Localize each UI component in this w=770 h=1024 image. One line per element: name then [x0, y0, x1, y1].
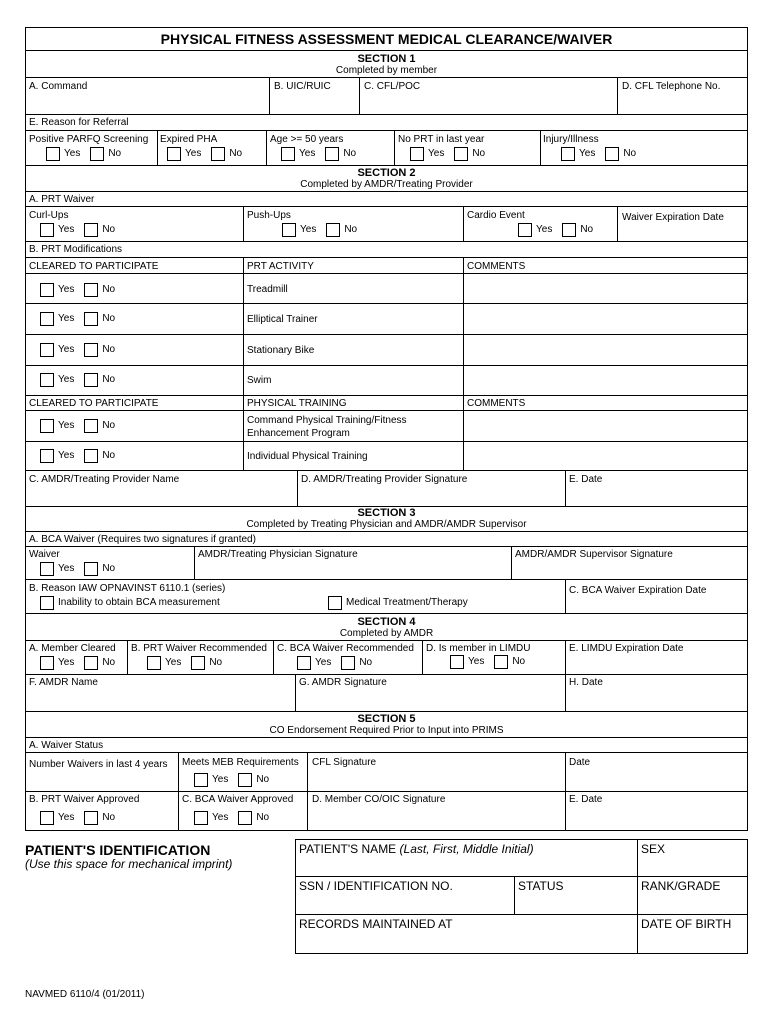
divider	[25, 77, 748, 78]
divider	[243, 206, 244, 241]
yes-label: Yes	[58, 224, 75, 235]
noprt-no-checkbox[interactable]	[454, 147, 468, 161]
no-label: No	[108, 148, 122, 159]
divider	[25, 546, 748, 547]
provider-date-label: E. Date	[569, 474, 603, 485]
pha-yes-checkbox[interactable]	[167, 147, 181, 161]
no-label: No	[102, 284, 116, 295]
command-field[interactable]	[26, 94, 269, 113]
section-3-heading: SECTION 3	[357, 507, 416, 519]
limdu-exp-label: E. LIMDU Expiration Date	[569, 643, 684, 654]
yes-label: Yes	[58, 313, 75, 324]
curlups-no-checkbox[interactable]	[84, 223, 98, 237]
bca-approved-yes-checkbox[interactable]	[194, 811, 208, 825]
rank-field[interactable]	[638, 894, 747, 913]
medical-treatment-checkbox[interactable]	[328, 596, 342, 610]
amdr-name-label: F. AMDR Name	[29, 677, 98, 688]
waiver-label: Waiver	[29, 549, 60, 560]
divider	[617, 77, 618, 114]
section-1-subtitle: Completed by member	[335, 65, 438, 76]
section-5-heading: SECTION 5	[357, 713, 416, 725]
noprt-label: No PRT in last year	[398, 134, 485, 145]
cfl-sig-label: CFL Signature	[312, 757, 377, 768]
cardio-label: Cardio Event	[467, 210, 525, 221]
provider-date-field[interactable]	[566, 487, 747, 505]
uic-field[interactable]	[271, 94, 359, 113]
table-row	[40, 312, 125, 326]
divider	[269, 77, 270, 114]
waiver-exp-label: Waiver Expiration Date	[622, 212, 724, 223]
section-4-heading: SECTION 4	[357, 616, 416, 628]
cfl-poc-label: C. CFL/POC	[364, 81, 421, 92]
treadmill-yes-checkbox[interactable]	[40, 283, 54, 297]
cleared-col-header: CLEARED TO PARTICIPATE	[29, 261, 159, 272]
table-row	[40, 373, 125, 387]
table-row	[40, 449, 125, 463]
no-label: No	[102, 420, 116, 431]
yes-label: Yes	[299, 148, 316, 159]
comments-field[interactable]	[464, 274, 747, 394]
pha-label: Expired PHA	[160, 134, 218, 145]
treadmill-no-checkbox[interactable]	[84, 283, 98, 297]
section-4-subtitle: Completed by AMDR	[339, 628, 434, 639]
divider	[295, 876, 748, 877]
yes-label: Yes	[468, 656, 485, 667]
individual-training-no-checkbox[interactable]	[84, 449, 98, 463]
inability-checkbox[interactable]	[40, 596, 54, 610]
member-cleared-no-checkbox[interactable]	[84, 656, 98, 670]
yes-label: Yes	[579, 148, 596, 159]
no-label: No	[102, 224, 116, 235]
age-label: Age >= 50 years	[270, 134, 344, 145]
meb-yes-checkbox[interactable]	[194, 773, 208, 787]
no-label: No	[512, 656, 526, 667]
bca-waiver-label: A. BCA Waiver (Requires two signatures if granted)	[29, 534, 256, 545]
individual-training-label: Individual Physical Training	[247, 451, 368, 462]
form-title: PHYSICAL FITNESS ASSESSMENT MEDICAL CLEARANCE/WAIVER	[160, 31, 613, 47]
co-date-field[interactable]	[566, 807, 747, 830]
ssn-label: SSN / IDENTIFICATION NO.	[299, 879, 453, 893]
no-label: No	[102, 450, 116, 461]
table-row	[40, 283, 125, 297]
limdu-label: D. Is member in LIMDU	[426, 643, 531, 654]
divider	[25, 130, 748, 131]
sex-field[interactable]	[638, 857, 747, 875]
no-label: No	[580, 224, 594, 235]
no-label: No	[102, 374, 116, 385]
swim-yes-checkbox[interactable]	[40, 373, 54, 387]
limdu-no-checkbox[interactable]	[494, 655, 508, 669]
divider	[25, 711, 748, 712]
command-training-yes-checkbox[interactable]	[40, 419, 54, 433]
command-training-label-1: Command Physical Training/Fitness	[247, 415, 407, 426]
divider	[25, 165, 748, 166]
divider	[422, 640, 423, 674]
records-label: RECORDS MAINTAINED AT	[299, 917, 453, 931]
command-training-label-2: Enhancement Program	[247, 428, 350, 439]
comments-col-header: COMMENTS	[467, 398, 526, 409]
amdr-date-label: H. Date	[569, 677, 603, 688]
member-cleared-label: A. Member Cleared	[29, 643, 116, 654]
bca-waiver-yes-checkbox[interactable]	[40, 562, 54, 576]
individual-training-yes-checkbox[interactable]	[40, 449, 54, 463]
yes-label: Yes	[212, 774, 229, 785]
prt-approved-yes-checkbox[interactable]	[40, 811, 54, 825]
status-label: STATUS	[518, 879, 564, 893]
prt-recommended-yes-checkbox[interactable]	[147, 656, 161, 670]
divider	[25, 206, 748, 207]
member-cleared-yes-checkbox[interactable]	[40, 656, 54, 670]
elliptical-yes-checkbox[interactable]	[40, 312, 54, 326]
swim-no-checkbox[interactable]	[84, 373, 98, 387]
parfq-no-checkbox[interactable]	[90, 147, 104, 161]
table-row	[40, 343, 125, 357]
no-label: No	[209, 657, 223, 668]
divider	[295, 914, 748, 915]
age-no-checkbox[interactable]	[325, 147, 339, 161]
no-label: No	[359, 657, 373, 668]
patient-name-field[interactable]	[296, 857, 636, 875]
pha-no-checkbox[interactable]	[211, 147, 225, 161]
dob-field[interactable]	[638, 932, 747, 953]
divider	[565, 640, 566, 674]
no-label: No	[344, 224, 358, 235]
amdr-sig-label: G. AMDR Signature	[299, 677, 387, 688]
limdu-yes-checkbox[interactable]	[450, 655, 464, 669]
cleared-col-header: CLEARED TO PARTICIPATE	[29, 398, 159, 409]
provider-name-label: C. AMDR/Treating Provider Name	[29, 474, 180, 485]
divider	[266, 130, 267, 165]
yes-label: Yes	[58, 812, 75, 823]
injury-no-checkbox[interactable]	[605, 147, 619, 161]
prt-approved-no-checkbox[interactable]	[84, 811, 98, 825]
patient-id-subtitle: (Use this space for mechanical imprint)	[25, 857, 233, 871]
injury-label: Injury/Illness	[543, 134, 599, 145]
divider	[25, 640, 748, 641]
cardio-yes-checkbox[interactable]	[518, 223, 532, 237]
bca-waiver-no-checkbox[interactable]	[84, 562, 98, 576]
no-label: No	[623, 148, 637, 159]
prt-approved-label: B. PRT Waiver Approved	[29, 794, 140, 805]
pushups-yes-checkbox[interactable]	[282, 223, 296, 237]
amdr-sig-field[interactable]	[296, 690, 564, 710]
divider	[463, 206, 464, 241]
elliptical-no-checkbox[interactable]	[84, 312, 98, 326]
parfq-label: Positive PARFQ Screening	[29, 134, 149, 145]
meb-label: Meets MEB Requirements	[182, 757, 299, 768]
divider	[25, 470, 748, 471]
no-label: No	[256, 812, 270, 823]
prt-waiver-label: A. PRT Waiver	[29, 194, 95, 205]
divider	[617, 206, 618, 241]
patient-id-heading: PATIENT'S IDENTIFICATION	[25, 842, 211, 858]
ssn-field[interactable]	[296, 894, 513, 913]
curlups-label: Curl-Ups	[29, 210, 69, 221]
section-5-subtitle: CO Endorsement Required Prior to Input into PRIMS	[269, 725, 504, 736]
divider	[25, 531, 748, 532]
sex-label: SEX	[641, 842, 666, 856]
divider	[25, 791, 748, 792]
amdr-date-field[interactable]	[566, 690, 747, 710]
command-label: A. Command	[29, 81, 88, 92]
divider	[243, 257, 244, 470]
no-label: No	[472, 148, 486, 159]
status-field[interactable]	[515, 894, 636, 913]
co-sig-label: D. Member CO/OIC Signature	[312, 794, 446, 805]
comments-field[interactable]	[464, 411, 747, 469]
rank-label: RANK/GRADE	[641, 879, 721, 893]
swim-label: Swim	[247, 375, 272, 386]
yes-label: Yes	[58, 657, 75, 668]
divider	[565, 579, 566, 613]
uic-label: B. UIC/RUIC	[274, 81, 331, 92]
patient-name-hint: (Last, First, Middle Initial)	[399, 842, 534, 856]
bike-no-checkbox[interactable]	[84, 343, 98, 357]
no-label: No	[256, 774, 270, 785]
divider	[127, 640, 128, 674]
dob-label: DATE OF BIRTH	[641, 917, 732, 931]
no-label: No	[102, 344, 116, 355]
provider-sig-label: D. AMDR/Treating Provider Signature	[301, 474, 468, 485]
reason-label: E. Reason for Referral	[29, 117, 129, 128]
physician-sig-label: AMDR/Treating Physician Signature	[198, 549, 358, 560]
pushups-label: Push-Ups	[247, 210, 291, 221]
amdr-name-field[interactable]	[26, 690, 294, 710]
yes-label: Yes	[58, 344, 75, 355]
yes-label: Yes	[58, 374, 75, 385]
yes-label: Yes	[428, 148, 445, 159]
bike-label: Stationary Bike	[247, 345, 315, 356]
date-label: Date	[569, 757, 591, 768]
no-label: No	[343, 148, 357, 159]
prt-recommended-no-checkbox[interactable]	[191, 656, 205, 670]
curlups-yes-checkbox[interactable]	[40, 223, 54, 237]
cfl-phone-label: D. CFL Telephone No.	[622, 81, 721, 92]
no-label: No	[102, 812, 116, 823]
divider	[273, 640, 274, 674]
yes-label: Yes	[58, 420, 75, 431]
patient-name-label-text: PATIENT'S NAME	[299, 842, 400, 856]
yes-label: Yes	[212, 812, 229, 823]
section-2-subtitle: Completed by AMDR/Treating Provider	[300, 179, 473, 190]
yes-label: Yes	[58, 563, 75, 574]
bca-exp-label: C. BCA Waiver Expiration Date	[569, 585, 707, 596]
divider	[157, 130, 158, 165]
table-row	[40, 419, 125, 433]
inability-label: Inability to obtain BCA measurement	[58, 597, 220, 608]
elliptical-label: Elliptical Trainer	[247, 314, 318, 325]
yes-label: Yes	[58, 450, 75, 461]
divider	[540, 130, 541, 165]
provider-name-field[interactable]	[26, 487, 296, 505]
medical-treatment-label: Medical Treatment/Therapy	[346, 597, 468, 608]
provider-sig-field[interactable]	[298, 487, 564, 505]
yes-label: Yes	[185, 148, 202, 159]
divider	[25, 737, 748, 738]
prt-recommended-label: B. PRT Waiver Recommended	[131, 643, 267, 654]
divider	[25, 579, 748, 580]
waiver-status-label: A. Waiver Status	[29, 740, 104, 751]
treadmill-label: Treadmill	[247, 284, 288, 295]
bca-recommended-no-checkbox[interactable]	[341, 656, 355, 670]
patient-name-label	[299, 842, 534, 856]
divider	[25, 257, 748, 258]
injury-yes-checkbox[interactable]	[561, 147, 575, 161]
number-waivers-label: Number Waivers in last 4 years	[29, 759, 168, 770]
activity-col-header: PRT ACTIVITY	[247, 261, 314, 272]
cardio-no-checkbox[interactable]	[562, 223, 576, 237]
yes-label: Yes	[165, 657, 182, 668]
supervisor-sig-label: AMDR/AMDR Supervisor Signature	[515, 549, 673, 560]
records-field[interactable]	[296, 932, 636, 953]
no-label: No	[102, 563, 116, 574]
yes-label: Yes	[58, 284, 75, 295]
reason-iaw-label: B. Reason IAW OPNAVINST 6110.1 (series)	[29, 583, 226, 594]
section-1-heading: SECTION 1	[357, 53, 416, 65]
divider	[394, 130, 395, 165]
cfl-phone-field[interactable]	[619, 94, 747, 113]
supervisor-sig-field[interactable]	[512, 561, 747, 578]
form-number: NAVMED 6110/4 (01/2011)	[25, 989, 145, 1000]
divider	[25, 395, 748, 396]
divider	[25, 752, 748, 753]
bike-yes-checkbox[interactable]	[40, 343, 54, 357]
no-label: No	[102, 657, 116, 668]
divider	[25, 50, 748, 51]
yes-label: Yes	[300, 224, 317, 235]
section-2-heading: SECTION 2	[357, 167, 416, 179]
divider	[25, 241, 748, 242]
no-label: No	[229, 148, 243, 159]
yes-label: Yes	[315, 657, 332, 668]
bca-approved-no-checkbox[interactable]	[238, 811, 252, 825]
divider	[25, 191, 748, 192]
physician-sig-field[interactable]	[195, 561, 510, 578]
cfl-sig-field[interactable]	[308, 770, 564, 790]
cfl-poc-field[interactable]	[361, 94, 617, 113]
co-date-label: E. Date	[569, 794, 603, 805]
comments-col-header: COMMENTS	[467, 261, 526, 272]
age-yes-checkbox[interactable]	[281, 147, 295, 161]
yes-label: Yes	[64, 148, 81, 159]
meb-no-checkbox[interactable]	[238, 773, 252, 787]
divider	[25, 674, 748, 675]
bca-recommended-yes-checkbox[interactable]	[297, 656, 311, 670]
no-label: No	[102, 313, 116, 324]
bca-recommended-label: C. BCA Waiver Recommended	[277, 643, 414, 654]
parfq-yes-checkbox[interactable]	[46, 147, 60, 161]
pushups-no-checkbox[interactable]	[326, 223, 340, 237]
yes-label: Yes	[536, 224, 553, 235]
prt-mods-label: B. PRT Modifications	[29, 244, 123, 255]
co-sig-field[interactable]	[308, 807, 564, 830]
divider	[25, 114, 748, 115]
divider	[25, 613, 748, 614]
section-3-subtitle: Completed by Treating Physician and AMDR/AMDR Supervisor	[246, 519, 527, 530]
noprt-yes-checkbox[interactable]	[410, 147, 424, 161]
bca-approved-label: C. BCA Waiver Approved	[182, 794, 294, 805]
divider	[359, 77, 360, 114]
command-training-no-checkbox[interactable]	[84, 419, 98, 433]
training-col-header: PHYSICAL TRAINING	[247, 398, 347, 409]
